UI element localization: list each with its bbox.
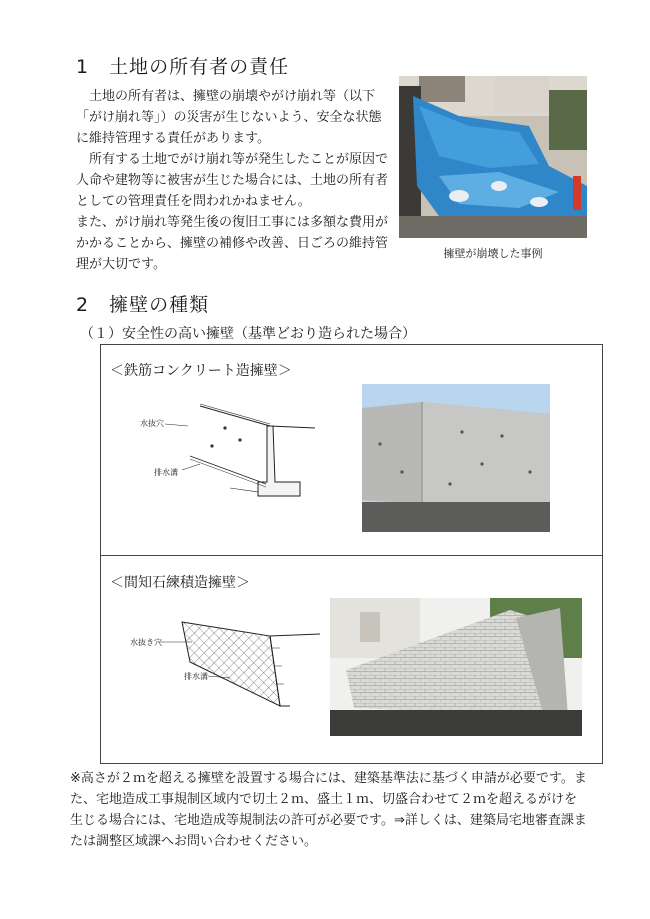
stone-wall-photo — [330, 598, 582, 736]
stone-wall-title: ＜間知石練積造擁壁＞ — [110, 575, 250, 591]
rc-drain-label: 排水溝 — [154, 468, 178, 477]
section1-paragraph-2: 所有する土地でがけ崩れ等が発生したことが原因で人命や建物等に被害が生じた場合には、土地の所有者としての管理責任を問われかねません。 — [76, 152, 389, 209]
rc-wall-title: ＜鉄筋コンクリート造擁壁＞ — [110, 363, 292, 379]
section1-paragraph-3: また、がけ崩れ等発生後の復旧工事には多額な費用がかかることから、擁壁の補修や改善、日ごろの維持管理が大切です。 — [76, 215, 389, 272]
stone-drain-label: 排水溝 — [184, 672, 208, 681]
section2-subheading: （１）安全性の高い擁壁（基準どおり造られた場合） — [80, 326, 416, 342]
section1-paragraph-1: 土地の所有者は、擁壁の崩壊やがけ崩れ等（以下「がけ崩れ等」）の災害が生じないよう、安全な状態に維持管理する責任があります。 — [76, 89, 382, 146]
collapsed-wall-caption: 擁壁が崩壊した事例 — [443, 247, 543, 260]
section1-body — [76, 86, 388, 275]
stone-wall-diagram — [130, 608, 325, 718]
rc-wall-diagram — [140, 396, 325, 506]
legal-note: ※高さが２ｍを超える擁壁を設置する場合には、建築基準法に基づく申請が必要です。また、宅地造成工事規制区域内で切土２ｍ、盛土１ｍ、切盛合わせて２ｍを超えるがけを生じる場合には、宅地造成等規制法の許可が必要です。⇒詳しくは、建築局宅地審査課または調整区域課へお問い合わせください。 — [70, 771, 587, 849]
section1-heading: 1 土地の所有者の責任 — [76, 56, 290, 78]
rc-weephole-label: 水抜穴 — [140, 419, 164, 428]
stone-weephole-label: 水抜き穴 — [130, 638, 162, 647]
section2-heading: 2 擁壁の種類 — [76, 294, 210, 316]
wall-types-divider — [100, 555, 603, 556]
rc-wall-photo — [362, 384, 550, 532]
collapsed-wall-photo — [399, 76, 587, 238]
